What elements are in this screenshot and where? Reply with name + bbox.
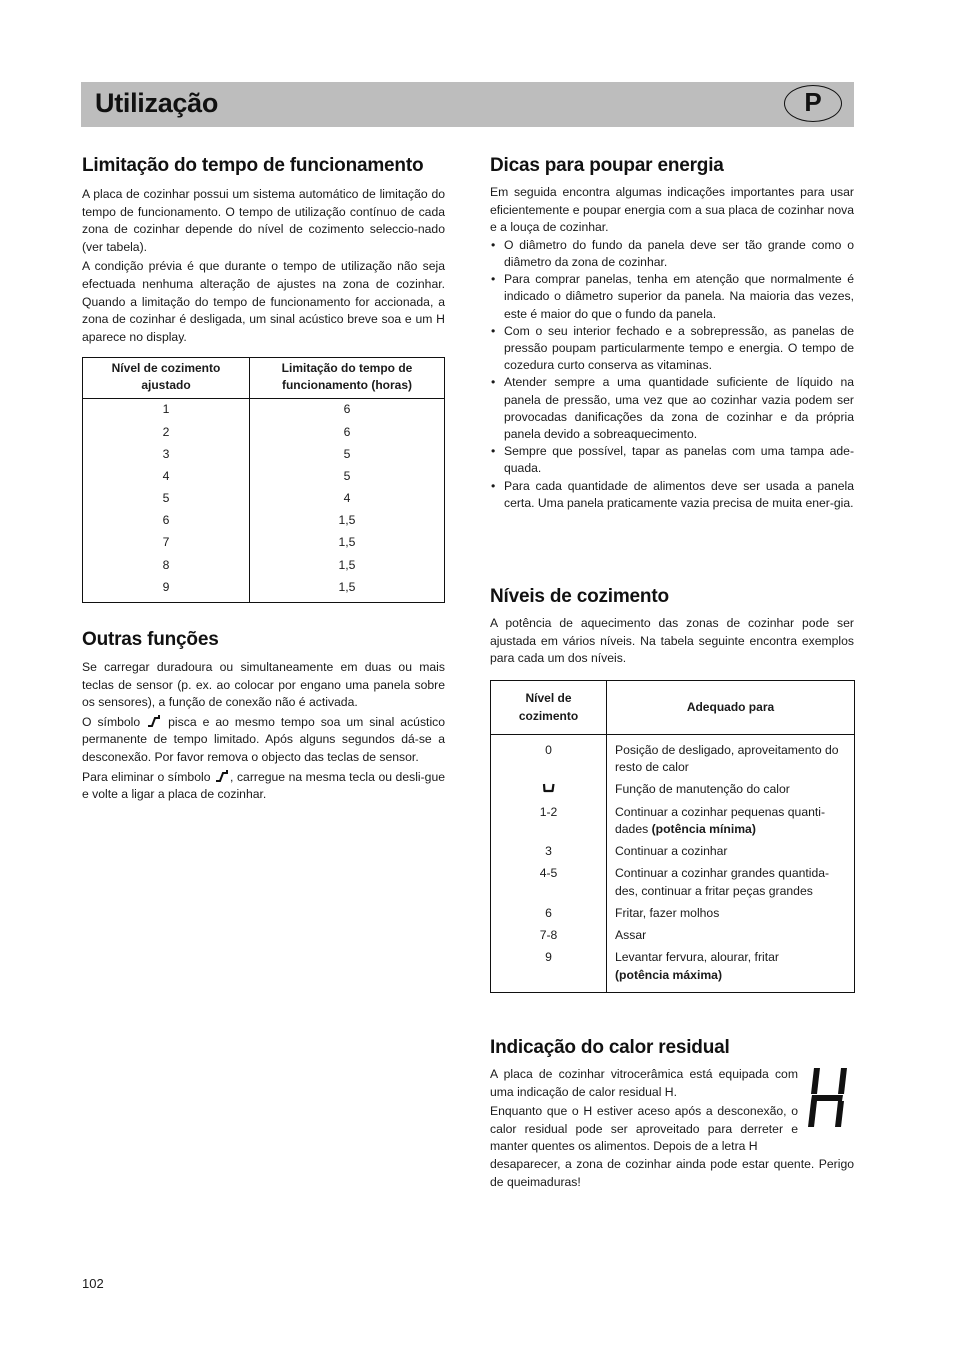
level-cell: 5 <box>83 491 250 513</box>
time-limit-header-hours: Limitação do tempo de funcionamento (horas) <box>250 358 445 399</box>
table-row <box>83 535 445 557</box>
table-row <box>491 947 855 992</box>
level-cell: 9 <box>83 580 250 603</box>
lock-symbol-icon <box>214 769 230 783</box>
hours-cell: 1,5 <box>250 580 445 603</box>
time-limit-header-level: Nível de cozimento ajustado <box>83 358 250 399</box>
dicas-heading: Dicas para poupar energia <box>490 155 724 176</box>
level-cell: 6 <box>83 513 250 535</box>
hours-cell: 1,5 <box>250 558 445 580</box>
list-item: • Com o seu interior fechado e a sobrepressão, as panelas de pressão poupam particularmente tempo e energia. O tempo de cozedura curto conserva as vitaminas. <box>490 323 854 375</box>
limitacao-heading: Limitação do tempo de funcionamento <box>82 155 424 176</box>
residual-paragraph-2: Enquanto que o H estiver aceso após a desconexão, o calor residual pode ser aproveitado para derreter e manter quentes os alimentos. Depois de a letra H <box>490 1104 798 1154</box>
outras-p3-start: Para eliminar o símbolo <box>82 769 211 784</box>
suitable-text: Assar <box>615 928 647 943</box>
table-row <box>491 802 855 842</box>
suitable-text: Continuar a cozinhar grandes quantida-des, continuar a fritar peças grandes <box>615 866 830 898</box>
level-cell: 4-5 <box>491 863 607 903</box>
table-row <box>491 925 855 947</box>
table-row <box>491 779 855 801</box>
limitacao-paragraph-2: A condição prévia é que durante o tempo de utilização não seja efectuada nenhuma alteração de ajustes na zona de cozinhar. Quando a limitação do tempo de funcionamento for accionada, a zona de cozinhar é desligada, um sinal acústico breve soa e um H aparece no display. <box>82 259 445 344</box>
level-cell: 0 <box>491 734 607 779</box>
keep-warm-symbol-icon <box>542 782 556 794</box>
residual-section <box>490 1037 854 1191</box>
limitacao-paragraph-1: A placa de cozinhar possui um sistema automático de limitação do tempo de funcionamento. O tempo de utilização contínuo de cada zona de cozinhar depende do nível de cozimento seleccio-nado (ver tabela). <box>82 187 445 254</box>
lock-symbol-icon <box>146 714 162 728</box>
header-banner <box>81 82 854 127</box>
suitable-cell <box>607 779 855 801</box>
level-cell: 6 <box>491 903 607 925</box>
suitable-text: Fritar, fazer molhos <box>615 906 720 921</box>
suitable-emphasis: (potência máxima) <box>615 967 723 982</box>
list-item: • O diâmetro do fundo da panela deve ser tão grande como o diâmetro da zona de cozinhar. <box>490 237 854 271</box>
table-row <box>83 425 445 447</box>
table-row <box>491 903 855 925</box>
level-cell <box>491 779 607 801</box>
niveis-heading: Níveis de cozimento <box>490 586 669 607</box>
level-cell: 7-8 <box>491 925 607 947</box>
niveis-intro: A potência de aquecimento das zonas de cozinhar pode ser ajustada em vários níveis. Na tabela seguinte encontra exemplos para cada um dos níveis. <box>490 616 854 666</box>
left-column <box>82 155 445 804</box>
cooking-levels-table <box>490 680 855 993</box>
suitable-text: Levantar fervura, alourar, fritar <box>615 950 779 965</box>
page-number: 102 <box>82 1276 104 1291</box>
outras-p2-end: pisca e ao mesmo tempo soa um sinal acústico permanente de tempo limitado. Após alguns segundos dá-se a desconexão. Por favor remova o objecto das teclas de sensor. <box>82 714 446 764</box>
dicas-list <box>490 237 854 512</box>
table-row <box>491 734 855 779</box>
table-row <box>83 399 445 425</box>
levels-header-suitable: Adequado para <box>607 680 855 734</box>
suitable-text: Continuar a cozinhar <box>615 844 728 859</box>
outras-paragraph-3 <box>82 769 445 804</box>
table-row <box>83 447 445 469</box>
outras-paragraph-1: Se carregar duradoura ou simultaneamente em duas ou mais teclas de sensor (p. ex. ao colocar por engano uma panela sobre os sensores), a função de conexão não é activada. <box>82 660 445 710</box>
level-cell: 2 <box>83 425 250 447</box>
suitable-cell <box>607 925 855 947</box>
table-row <box>491 863 855 903</box>
hours-cell: 4 <box>250 491 445 513</box>
hours-cell: 1,5 <box>250 535 445 557</box>
suitable-text: Posição de desligado, aproveitamento do resto de calor <box>615 742 839 775</box>
level-cell: 4 <box>83 469 250 491</box>
levels-header-level: Nível de cozimento <box>491 680 607 734</box>
list-item: • Sempre que possível, tapar as panelas com uma tampa ade-quada. <box>490 443 854 477</box>
list-item: • Para comprar panelas, tenha em atenção que normalmente é indicado o diâmetro superior da panela. Na maioria das vezes, este é maior do que o fundo da panela. <box>490 271 854 323</box>
language-badge: P <box>784 85 842 122</box>
suitable-cell <box>607 841 855 863</box>
table-row <box>83 513 445 535</box>
hours-cell: 6 <box>250 425 445 447</box>
suitable-cell <box>607 734 855 779</box>
niveis-section <box>490 586 854 993</box>
suitable-cell <box>607 947 855 992</box>
table-row <box>83 491 445 513</box>
time-limit-table <box>82 357 445 603</box>
page-title: Utilização <box>95 88 219 118</box>
suitable-cell <box>607 863 855 903</box>
hours-cell: 6 <box>250 399 445 425</box>
table-row <box>83 469 445 491</box>
outras-p2-start: O símbolo <box>82 714 141 729</box>
suitable-text: Função de manutenção do calor <box>615 782 790 797</box>
residual-paragraph-1: A placa de cozinhar vitrocerâmica está equipada com uma indicação de calor residual H. <box>490 1067 798 1099</box>
suitable-cell <box>607 903 855 925</box>
table-row <box>491 841 855 863</box>
outras-p3-end: , carregue na mesma tecla ou desli-gue e volte a ligar a placa de cozinhar. <box>82 769 446 802</box>
level-cell: 1-2 <box>491 802 607 842</box>
hours-cell: 1,5 <box>250 513 445 535</box>
suitable-cell <box>607 802 855 842</box>
outras-paragraph-2 <box>82 714 445 767</box>
hours-cell: 5 <box>250 469 445 491</box>
list-item: • Para cada quantidade de alimentos deve ser usada a panela certa. Uma panela praticamente vazia precisa de muita ener-gia. <box>490 478 854 512</box>
level-cell: 3 <box>83 447 250 469</box>
level-cell: 1 <box>83 399 250 425</box>
hours-cell: 5 <box>250 447 445 469</box>
table-row <box>83 580 445 603</box>
dicas-intro: Em seguida encontra algumas indicações importantes para usar eficientemente e poupar energia com a sua placa de cozinhar nova e a louça de cozinhar. <box>490 185 854 235</box>
residual-heat-h-icon <box>806 1066 850 1130</box>
residual-heading: Indicação do calor residual <box>490 1037 730 1058</box>
suitable-emphasis: (potência mínima) <box>651 822 756 836</box>
residual-paragraph-2-cont: desaparecer, a zona de cozinhar ainda pode estar quente. Perigo de queimaduras! <box>490 1156 854 1189</box>
level-cell: 7 <box>83 535 250 557</box>
outras-heading: Outras funções <box>82 629 219 651</box>
right-column <box>490 155 854 512</box>
table-row <box>83 558 445 580</box>
suitable-text: Continuar a cozinhar pequenas quanti-dades <box>615 804 826 836</box>
level-cell: 9 <box>491 947 607 992</box>
level-cell: 3 <box>491 841 607 863</box>
level-cell: 8 <box>83 558 250 580</box>
list-item: • Atender sempre a uma quantidade suficiente de líquido na panela de pressão, uma vez que ao cozinhar vazia podem ser provocadas danificações da zona de cozinhar e da própria panela devido a sobreaquecimento. <box>490 374 854 443</box>
